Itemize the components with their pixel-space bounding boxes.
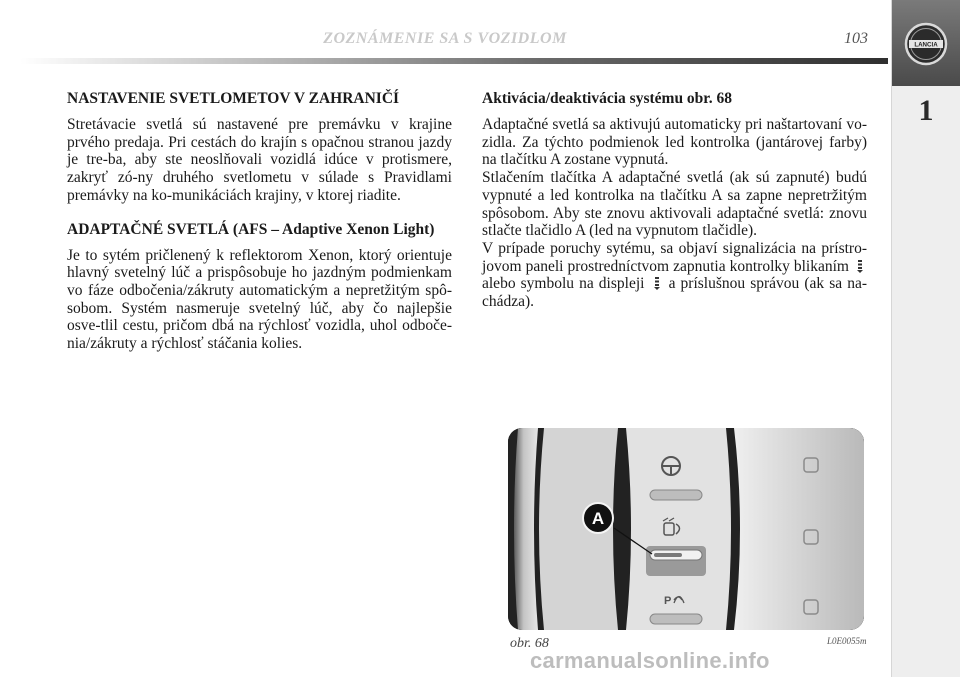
headlamp-warning-icon: [856, 259, 864, 273]
paragraph-activation-2: Stlačením tlačítka A adaptačné svetlá (ak sú zapnuté) budú vypnuté a led kontrolka na tlačítku A sa zapne nepretržitým spôsobom. Aby ste znovu aktivovali adaptačné svetlá: znovu stlačte tlačidlo A (led na vypnutom tlačidle).: [482, 169, 867, 240]
page-number: 103: [844, 30, 868, 47]
watermark: carmanualsonline.info: [530, 648, 770, 673]
paragraph-activation-3: [482, 240, 867, 311]
headlamp-warning-icon: [653, 276, 661, 290]
figure-code: L0E0055m: [827, 636, 867, 646]
section-heading-headlamp-abroad: NASTAVENIE SVETLOMETOV V ZAHRANIČÍ: [67, 90, 400, 107]
section-heading-activation: Aktivácia/deaktivácia systému obr. 68: [482, 90, 733, 107]
right-column: [482, 90, 867, 311]
paragraph-activation-3-part1: V prípade poruchy sytému, sa objaví signalizácia na prístro-jovom paneli prostredníctvom zapnutia kontrolky blikaním: [482, 239, 867, 275]
figure-afs-button: [508, 428, 864, 630]
figure-caption: obr. 68: [510, 636, 549, 651]
svg-text:P: P: [664, 595, 672, 607]
paragraph-activation-1: Adaptačné svetlá sa aktivujú automaticky pri naštartovaní vo-zidla. Za týchto podmienok led kontrolka (jantárovej farby) na tlačítku A zostane vypnutá.: [482, 116, 867, 169]
page-header-title: ZOZNÁMENIE SA S VOZIDLOM: [323, 30, 567, 47]
callout-a-label: A: [591, 509, 605, 528]
paragraph-activation-3-part2: alebo symbolu na displeji: [482, 275, 645, 293]
callout-a-marker: [583, 503, 613, 533]
brand-logo-text: LANCIA: [914, 41, 938, 49]
brand-box: [892, 0, 960, 86]
lancia-logo-icon: [904, 22, 948, 66]
paragraph-headlamp-abroad: Stretávacie svetlá sú nastavené pre premávku v krajine prvého predaja. Pri cestách do krajín s opačnou stranou jazdy je tre-ba, aby ste neoslňovali vozidlá idúce v protismere, zakryť zó-ny druhého svetlometu v súlade s Pravidlami premávky na ko-munikáciách krajiny, v ktorej riadite.: [67, 116, 452, 204]
chapter-number: 1: [918, 94, 934, 127]
paragraph-afs: Je to sytém pričlenený k reflektorom Xenon, ktorý orientuje hlavný svetelný lúč a prispôsobuje ho jazdným podmienkam vo fáze odbočenia/zákruty automatickým a nepretžitým spô-sobom. Systém nasmeruje svetelný lúč, aby čo najlepšie osve-tlil cestu, pričom dbá na rýchlosť vozidla, uhol odboče-nia/zákruty a rýchlosť stáčania kolies.: [67, 246, 452, 353]
paragraph-activation-3-part3: a príslušnou správou (ak sa na-chádza).: [482, 275, 868, 311]
section-heading-afs: ADAPTAČNÉ SVETLÁ (AFS – Adaptive Xenon Light): [67, 220, 435, 238]
header-divider: [20, 58, 888, 64]
left-column: [67, 90, 452, 353]
